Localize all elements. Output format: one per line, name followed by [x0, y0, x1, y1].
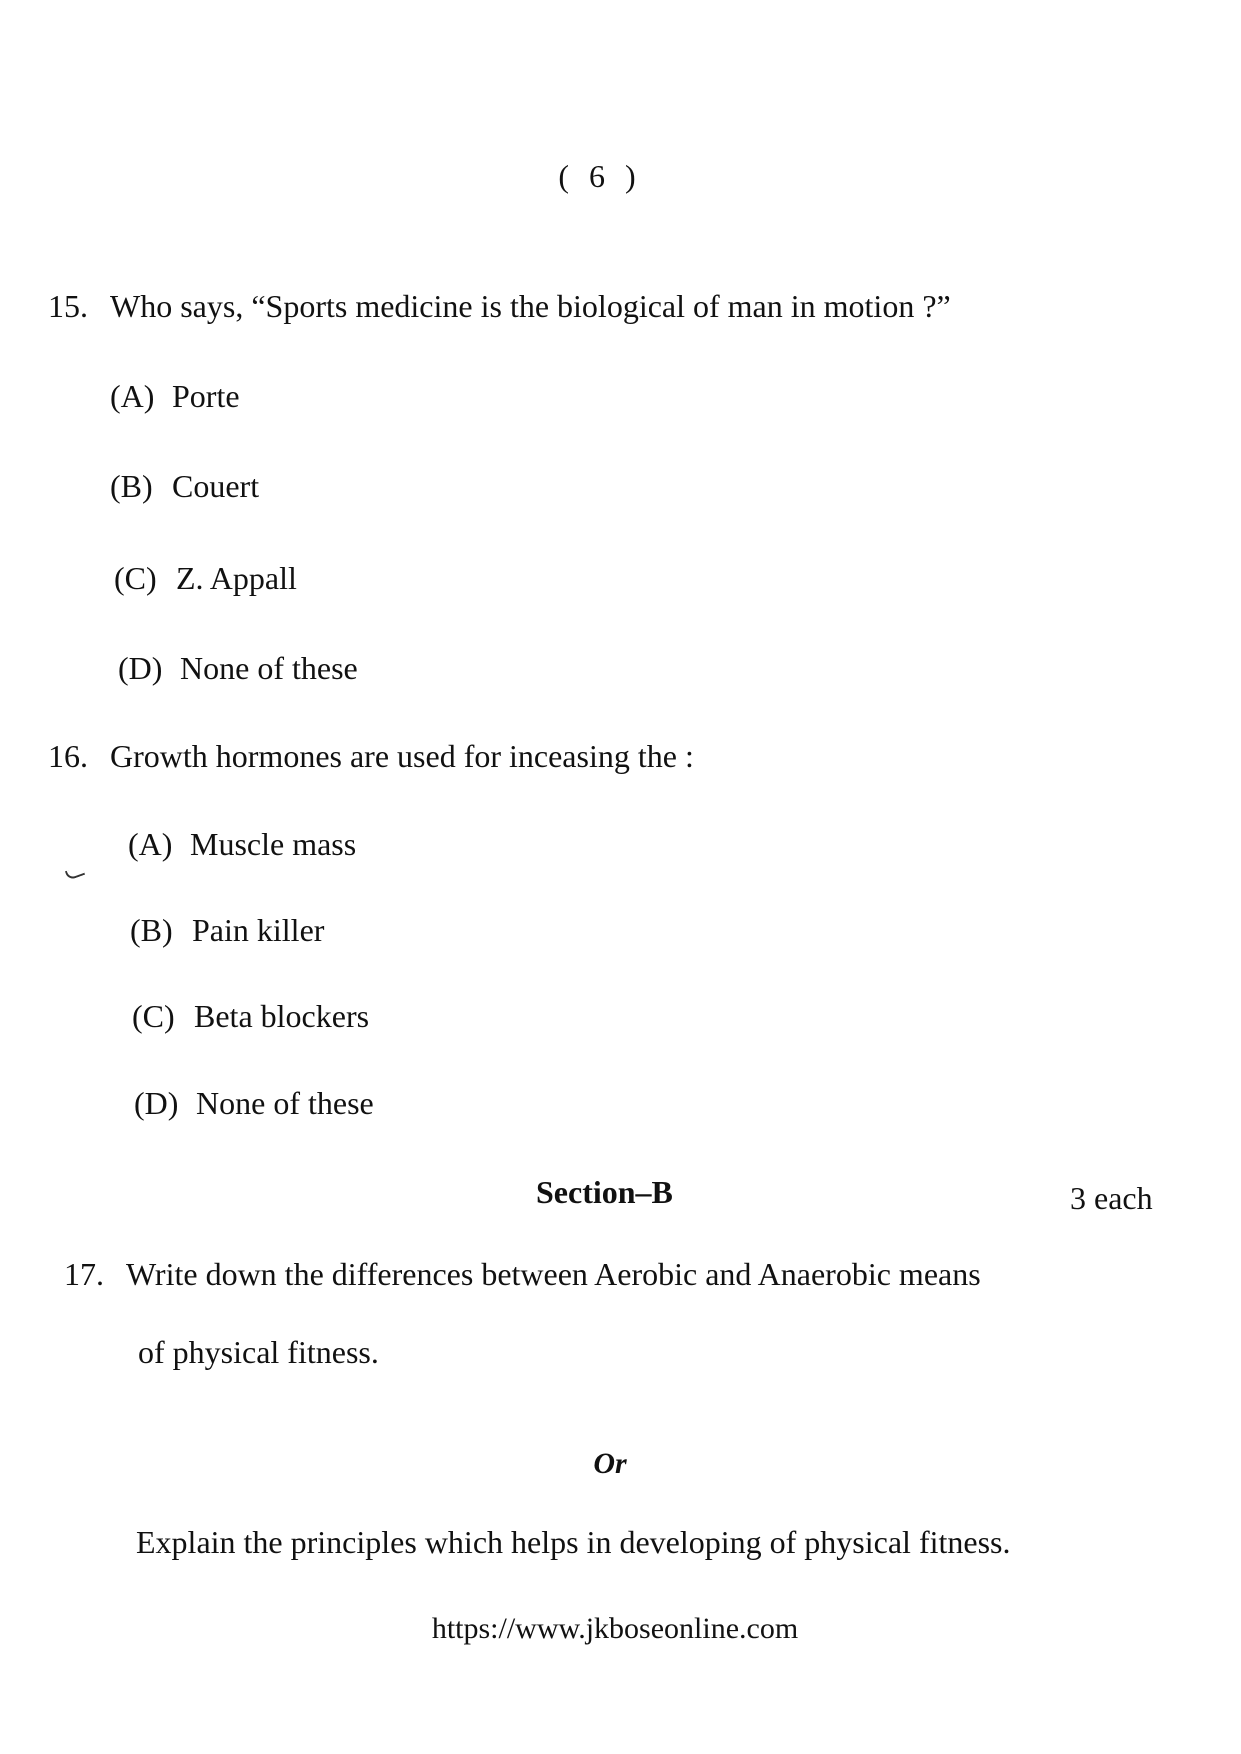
option-text: Z. Appall — [176, 560, 297, 596]
option-text: Pain killer — [192, 912, 325, 948]
option-text: Porte — [172, 378, 240, 414]
section-marks: 3 each — [1070, 1180, 1153, 1216]
q15-option-c — [114, 560, 297, 597]
question-text: Growth hormones are used for inceasing the : — [110, 738, 694, 774]
q16-option-b — [130, 912, 324, 949]
q15-option-d — [118, 650, 358, 687]
question-15 — [48, 288, 951, 325]
option-label: (A) — [110, 378, 155, 414]
q16-option-c — [132, 998, 369, 1035]
question-text: Write down the differences between Aerobic and Anaerobic means — [126, 1256, 981, 1292]
option-text: None of these — [196, 1085, 374, 1121]
q15-option-b — [110, 468, 259, 505]
section-title: Section–B — [536, 1174, 673, 1210]
option-text: Couert — [172, 468, 260, 504]
option-label: (C) — [114, 560, 157, 596]
option-label: (D) — [118, 650, 163, 686]
footer-url: https://www.jkboseonline.com — [431, 1612, 799, 1645]
option-text: Muscle mass — [190, 826, 357, 862]
q15-option-a — [110, 378, 240, 415]
option-text: Beta blockers — [194, 998, 370, 1034]
page-number: ( 6 ) — [558, 158, 642, 194]
option-label: (A) — [128, 826, 173, 862]
question-16 — [48, 738, 694, 775]
option-label: (B) — [130, 912, 173, 948]
question-17-line-2: of physical fitness. — [138, 1334, 379, 1370]
question-number: 15. — [48, 288, 88, 324]
question-number: 17. — [64, 1256, 104, 1292]
pen-tick-mark — [65, 865, 85, 881]
question-text: Who says, “Sports medicine is the biological of man in motion ?” — [110, 288, 951, 324]
or-divider: Or — [593, 1447, 627, 1480]
q16-option-d — [134, 1085, 374, 1122]
option-label: (C) — [132, 998, 175, 1034]
option-text: None of these — [180, 650, 358, 686]
question-number: 16. — [48, 738, 88, 774]
option-label: (B) — [110, 468, 153, 504]
question-17 — [64, 1256, 981, 1293]
option-label: (D) — [134, 1085, 179, 1121]
q16-option-a — [128, 826, 356, 863]
question-17-alternative: Explain the principles which helps in developing of physical fitness. — [136, 1524, 1011, 1560]
